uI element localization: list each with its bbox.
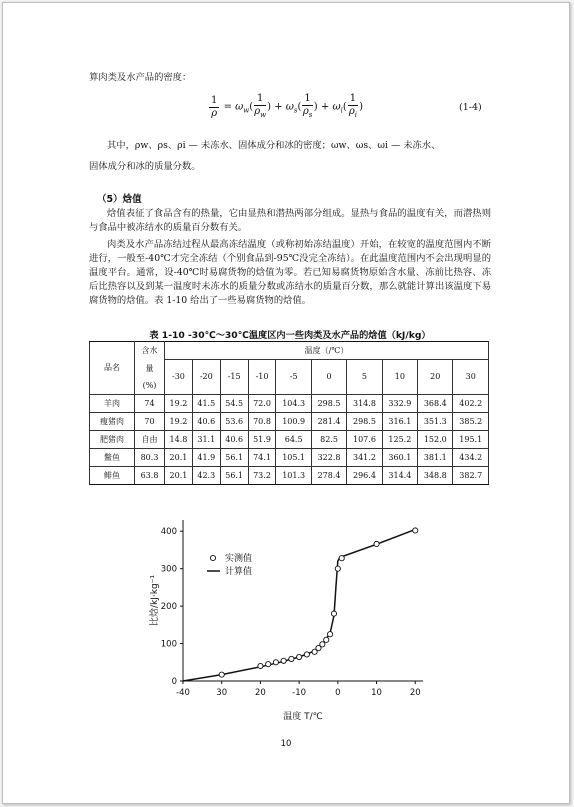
measured-point [335,566,340,571]
cell: 341.2 [347,448,382,466]
where-line-2: 固体成分和冰的质量分数。 [89,161,201,172]
col-header-water-3: (%) [135,377,165,395]
x-tick-label: 20 [255,688,266,698]
cell: 314.8 [347,394,382,412]
eq-term3-den: ρ [348,106,355,117]
eq-lhs-den: ρ [211,107,218,119]
measured-point [258,663,263,668]
eq-term1-den-sub: w [260,111,267,119]
table-row [90,466,489,484]
cell: 314.4 [382,466,417,484]
eq-term3-coef: ω [332,101,341,113]
legend-marker-measured [210,555,215,560]
eq-term2-sub: s [293,106,298,115]
cell: 281.4 [311,412,346,430]
cell: 348.8 [418,466,453,484]
row-name: 肥猪肉 [90,430,135,448]
measured-point [374,541,379,546]
cell: 82.5 [311,430,346,448]
row-water: 74 [135,394,165,412]
x-axis-label: 温度 T/℃ [283,712,323,722]
temp-header: -15 [220,360,248,395]
measured-point [304,652,309,657]
eq-term2-fraction [302,93,312,121]
table-row [90,394,489,412]
temp-header: -30 [165,360,193,395]
eq-lhs-fraction [209,95,219,120]
x-tick-label: 20 [409,688,421,698]
eq-plus2: + [320,101,330,113]
col-header-water-1: 含水 [135,342,165,360]
row-water: 63.8 [135,466,165,484]
legend-label-calculated: 计算值 [225,567,253,577]
equation-number: (1-4) [459,102,482,113]
cell: 360.1 [382,448,417,466]
cell: 31.1 [192,430,220,448]
row-water: 80.3 [135,448,165,466]
eq-term2-den: ρ [302,106,309,117]
eq-equals: = [223,101,232,113]
cell: 51.9 [248,430,276,448]
cell: 40.6 [192,412,220,430]
measured-point [281,658,286,663]
eq-term1-sub: w [243,106,250,115]
cell: 298.5 [311,394,346,412]
cell: 195.1 [453,430,489,448]
table-row [90,412,489,430]
cell: 296.4 [347,466,382,484]
cell: 20.1 [165,448,193,466]
measured-point [289,656,294,661]
eq-term3-fraction [348,93,358,121]
eq-term3-sub: i [340,106,343,115]
temp-header: -5 [276,360,311,395]
cell: 316.1 [382,412,417,430]
y-tick-label: 200 [160,602,177,613]
eq-term1-den: ρ [254,106,261,117]
temp-header: 0 [311,360,346,395]
cell: 20.1 [165,466,193,484]
cell: 152.0 [418,430,453,448]
col-header-temp: 温度（/℃） [165,342,489,360]
cell: 381.1 [418,448,453,466]
cell: 125.2 [382,430,417,448]
enthalpy-table [89,341,489,485]
cell: 298.5 [347,412,382,430]
row-water: 自由 [135,430,165,448]
measured-point [273,660,278,665]
density-equation: $\frac{1}{\rho}$ = $\omega_w$( $\frac{1}{\rho_w}$ ) + $\omega_s$( $\frac{1}{\rho_s}$ ) + $\omega_i$( $\frac{1}{\rho_i}$ ) [211,93,364,119]
x-tick-label: 30 [216,688,228,698]
cell: 19.2 [165,412,193,430]
table-row [90,448,489,466]
cell: 40.6 [220,430,248,448]
where-line-1: 其中，ρw、ρs、ρi — 未冻水、固体成分和冰的密度；ωw、ωs、ωi — 未冻水、 [107,140,441,151]
cell: 101.3 [276,466,311,484]
measured-point [331,611,336,616]
cell: 41.5 [192,394,220,412]
eq-plus1: + [274,101,283,113]
enthalpy-chart [143,508,443,728]
measured-point [219,672,224,677]
cell: 322.8 [311,448,346,466]
col-header-water-2: 量 [135,360,165,377]
cell: 105.1 [276,448,311,466]
y-tick-label: 300 [160,564,177,575]
cell: 332.9 [382,394,417,412]
temp-header: 10 [382,360,417,395]
eq-term2-den-sub: s [308,111,313,119]
cell: 72.0 [248,394,276,412]
y-tick-label: 100 [160,639,177,650]
cell: 14.8 [165,430,193,448]
cell: 107.6 [347,430,382,448]
eq-term1-coef: ω [235,101,244,113]
row-name: 鳖鱼 [90,448,135,466]
cell: 351.3 [418,412,453,430]
temp-header: 30 [453,360,489,395]
row-water: 70 [135,412,165,430]
eq-term1-num: 1 [254,93,266,106]
intro-line: 算肉类及水产品的密度： [89,72,192,83]
x-tick-label: 10 [371,688,382,698]
cell: 64.5 [276,430,311,448]
cell: 41.9 [192,448,220,466]
cell: 74.1 [248,448,276,466]
eq-term2-num: 1 [304,93,311,104]
table-caption: 表 1-10 -30℃～30℃温度区内一些肉类及水产品的焓值（kJ/kg） [149,330,431,341]
row-name: 羊肉 [90,394,135,412]
col-header-name: 品名 [90,342,135,395]
x-tick-label: 0 [335,688,341,698]
table-row [90,430,489,448]
measured-point [413,528,418,533]
cell: 56.1 [220,448,248,466]
row-name: 鲱鱼 [90,466,135,484]
cell: 42.3 [192,466,220,484]
table-header-row-2 [90,360,489,377]
cell: 278.4 [311,466,346,484]
measured-point [320,642,325,647]
cell: 385.2 [453,412,489,430]
y-axis-label: 比焓/kJ·kg⁻¹ [150,574,160,627]
document-page [2,2,570,804]
table-header-row-1 [90,342,489,360]
measured-point [266,662,271,667]
temp-header: 20 [418,360,453,395]
cell: 402.2 [453,394,489,412]
cell: 19.2 [165,394,193,412]
cell: 56.1 [220,466,248,484]
x-tick-label: -40 [176,688,190,698]
y-tick-label: 400 [160,527,177,538]
cell: 70.8 [248,412,276,430]
y-tick-label: 0 [171,677,177,687]
legend-label-measured: 实测值 [225,554,253,564]
measured-point [327,632,332,637]
cell: 100.9 [276,412,311,430]
paragraph-2: 肉类及水产品冻结过程从最高冻结温度（或称初始冻结温度）开始，在较宽的温度范围内不断进行，一般至-40℃才完全冻结（个别食品到-95℃没完全冻结）。在此温度范围内不会出现明显的温度平台。通常，设-40℃时易腐货物的焓值为零。若已知易腐货物原始含水量、冻前比热容、冻后比热容以及到某一温度时未冻水的质量分数或冻结水的质量百分数，那么就能计算出该温度下易腐货物的焓值。表 1-10 给出了一些易腐货物的焓值。 [89,239,491,306]
page-number: 10 [280,739,292,749]
temp-header: -20 [192,360,220,395]
section-title: （5）焓值 [97,194,142,205]
temp-header: -10 [248,360,276,395]
cell: 434.2 [453,448,489,466]
eq-term1-fraction [254,93,266,121]
eq-term3-num: 1 [349,93,357,104]
cell: 368.4 [418,394,453,412]
cell: 73.2 [248,466,276,484]
cell: 382.7 [453,466,489,484]
temp-header: 5 [347,360,382,395]
cell: 104.3 [276,394,311,412]
x-tick-label: -10 [292,688,307,698]
cell: 54.5 [220,394,248,412]
measured-point [339,556,344,561]
eq-term2-coef: ω [285,101,294,113]
measured-point [324,637,329,642]
measured-point [297,654,302,659]
paragraph-1: 焓值表征了食品含有的热量，它由显热和潜热两部分组成。显热与食品的温度有关，而潜热则与食品中被冻结水的质量百分数有关。 [89,208,491,233]
eq-term3-den-sub: i [354,111,358,119]
row-name: 瘦猪肉 [90,412,135,430]
cell: 53.6 [220,412,248,430]
eq-lhs-num: 1 [211,94,218,106]
